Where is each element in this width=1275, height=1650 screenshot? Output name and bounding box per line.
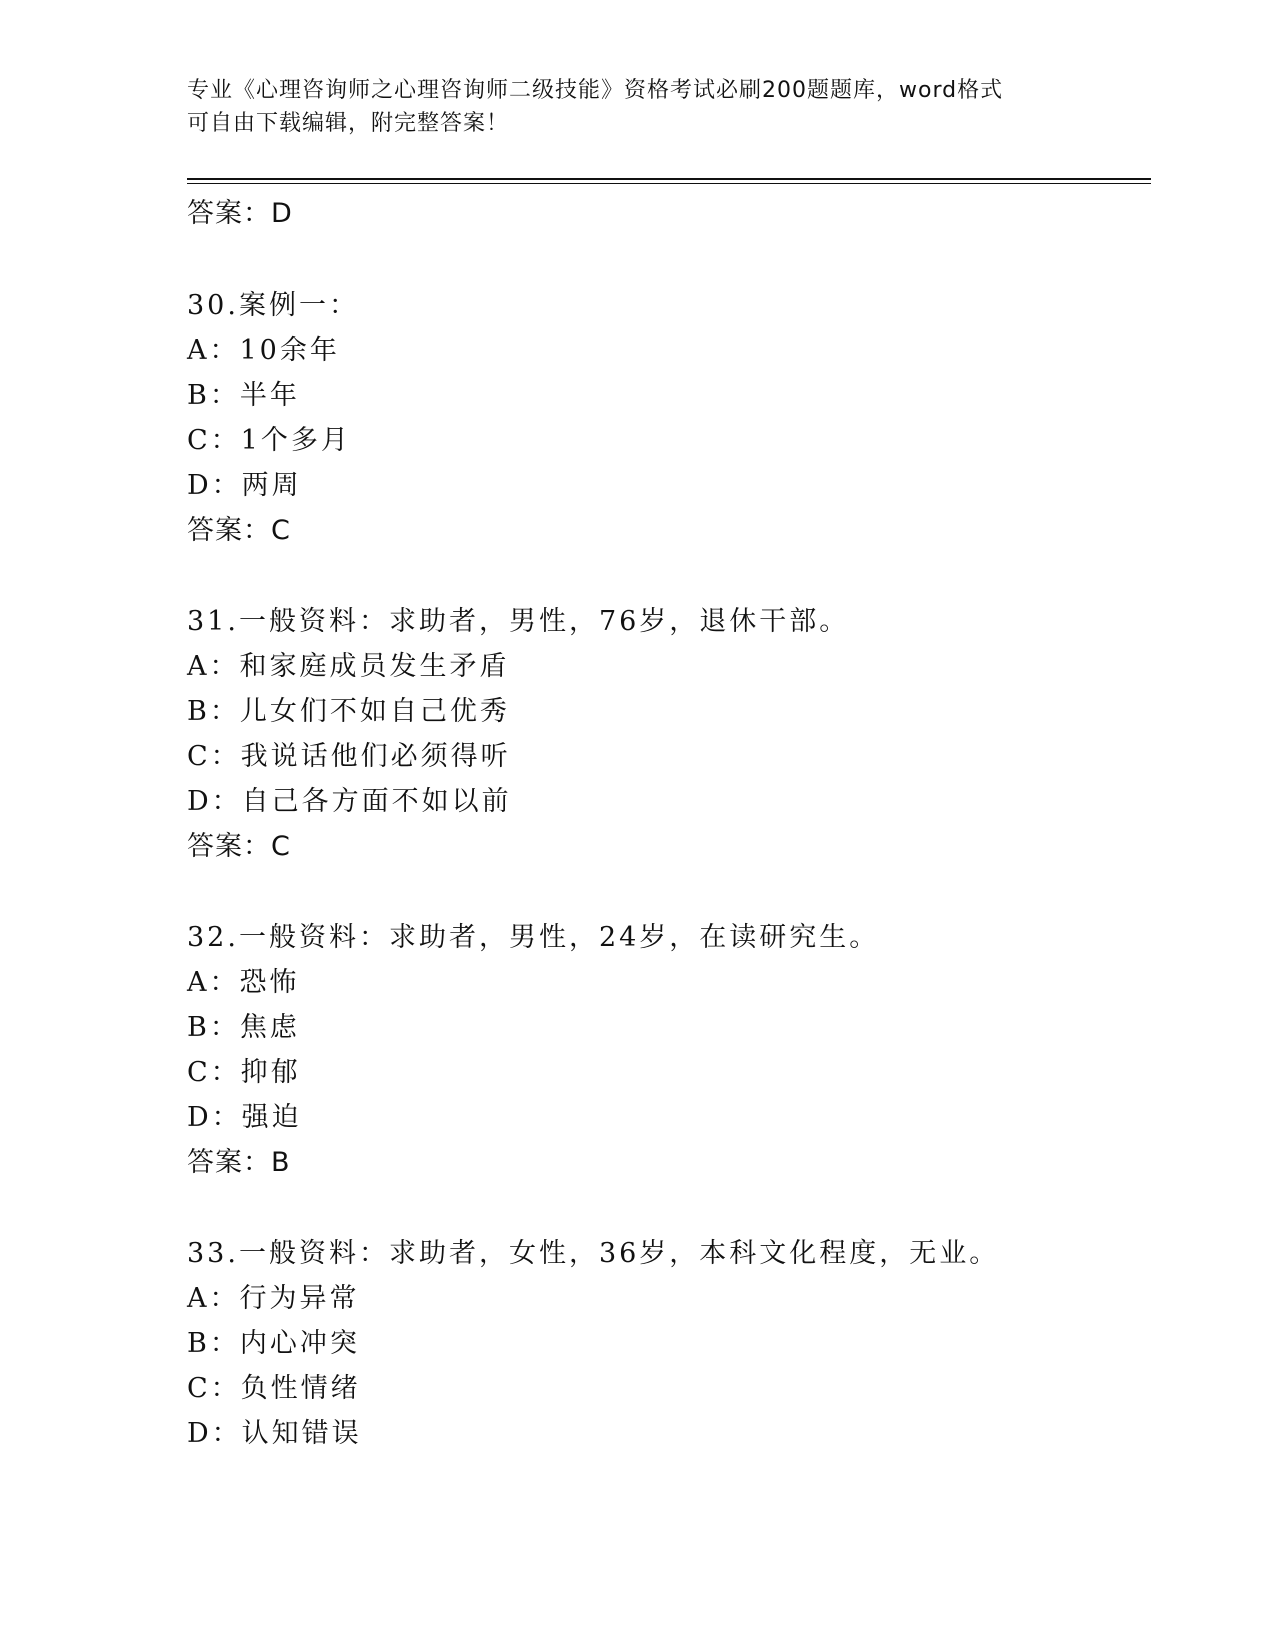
option-a: A：恐怖 — [187, 967, 300, 998]
answer-label: 答案：C — [187, 515, 291, 546]
option-a: A：行为异常 — [187, 1283, 360, 1314]
answer-label: 答案：B — [187, 1147, 291, 1178]
option-b: B：半年 — [187, 380, 300, 411]
header-divider-thin — [187, 183, 1151, 184]
option-a: A：和家庭成员发生矛盾 — [187, 651, 510, 682]
question-stem: 31.一般资料：求助者，男性，76岁，退休干部。 — [187, 606, 850, 637]
option-a: A：10余年 — [187, 335, 340, 366]
option-c: C：1个多月 — [187, 425, 351, 456]
question-stem: 33.一般资料：求助者，女性，36岁，本科文化程度，无业。 — [187, 1238, 1000, 1269]
option-d: D：自己各方面不如以前 — [187, 786, 512, 817]
answer-label: 答案：D — [187, 198, 293, 229]
option-b: B：焦虑 — [187, 1012, 300, 1043]
option-d: D：两周 — [187, 470, 302, 501]
answer-label: 答案：C — [187, 831, 291, 862]
option-d: D：强迫 — [187, 1102, 302, 1133]
option-c: C：负性情绪 — [187, 1373, 361, 1404]
header-divider — [187, 178, 1151, 180]
option-c: C：我说话他们必须得听 — [187, 741, 511, 772]
header-line-1: 专业《心理咨询师之心理咨询师二级技能》资格考试必刷200题题库，word格式 — [187, 78, 1004, 103]
document-header — [187, 74, 1087, 140]
option-c: C：抑郁 — [187, 1057, 301, 1088]
question-stem: 32.一般资料：求助者，男性，24岁，在读研究生。 — [187, 922, 880, 953]
option-b: B：内心冲突 — [187, 1328, 360, 1359]
option-d: D：认知错误 — [187, 1418, 362, 1449]
question-stem: 30.案例一： — [187, 290, 359, 321]
option-b: B：儿女们不如自己优秀 — [187, 696, 510, 727]
header-line-2: 可自由下载编辑，附完整答案！ — [187, 111, 510, 136]
